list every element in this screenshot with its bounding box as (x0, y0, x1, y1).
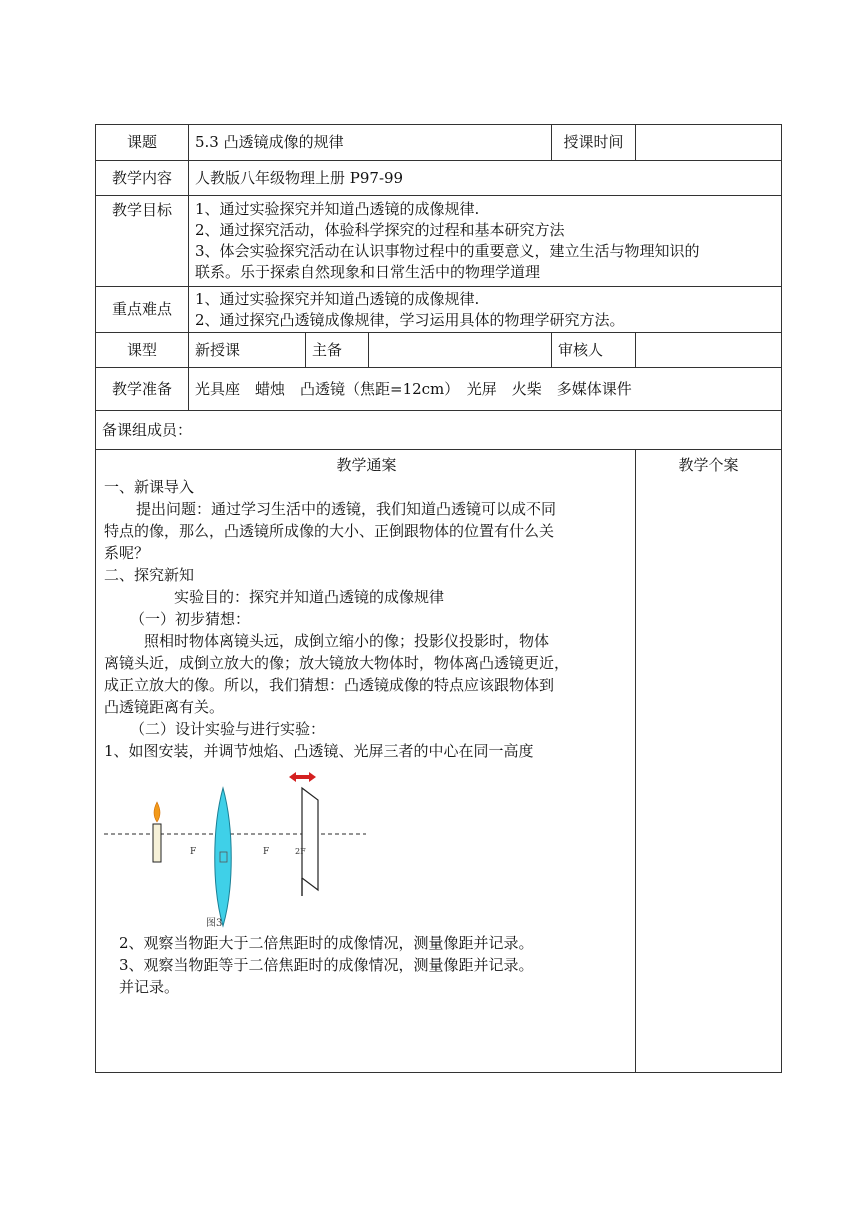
flame-icon (154, 802, 160, 822)
keys-label: 重点难点 (96, 287, 189, 333)
key-item: 2、通过探究凸透镜成像规律，学习运用具体的物理学研究方法。 (195, 310, 625, 329)
section-intro-title: 一、新课导入 (104, 478, 195, 496)
lead-value (369, 333, 552, 368)
guess-paragraph: 凸透镜距离有关。 (104, 698, 225, 716)
focal-label: F (263, 847, 270, 857)
individual-plan-cell (636, 450, 782, 1073)
step-3-continued: 并记录。 (119, 978, 180, 996)
step-1: 1、如图安装，并调节烛焰、凸透镜、光屏三者的中心在同一高度 (104, 742, 534, 760)
reviewer-label: 审核人 (552, 333, 636, 368)
guess-title: （一）初步猜想： (130, 610, 251, 628)
arrow-left-icon (289, 772, 296, 782)
intro-paragraph: 提出问题：通过学习生活中的透镜，我们知道凸透镜可以成不同 (136, 500, 557, 518)
figure-caption: 图3 (206, 918, 223, 928)
type-label: 课型 (96, 333, 189, 368)
convex-lens (215, 788, 232, 926)
guess-paragraph: 离镜头近，成倒立放大的像；放大镜放大物体时，物体离凸透镜更近， (104, 654, 570, 672)
content-label: 教学内容 (96, 161, 189, 196)
side-title: 教学个案 (678, 456, 739, 474)
guess-paragraph: 照相时物体离镜头远，成倒立缩小的像；投影仪投影时，物体 (144, 632, 550, 650)
topic-value: 5.3 凸透镜成像的规律 (189, 125, 552, 161)
type-value: 新授课 (189, 333, 306, 368)
light-screen (302, 788, 318, 890)
intro-paragraph: 系呢？ (104, 544, 150, 562)
goal-item: 1、通过实验探究并知道凸透镜的成像规律. (195, 200, 480, 218)
key-item: 1、通过实验探究并知道凸透镜的成像规律. (195, 289, 480, 308)
topic-label: 课题 (96, 125, 189, 161)
focal-label: F (190, 847, 197, 857)
optical-bench-figure (104, 768, 374, 928)
step-3: 3、观察当物距等于二倍焦距时的成像情况，测量像距并记录。 (119, 956, 534, 974)
prep-value: 光具座 蜡烛 凸透镜（焦距=12cm） 光屏 火柴 多媒体课件 (189, 368, 782, 411)
time-value (636, 125, 782, 161)
members-label: 备课组成员： (96, 411, 782, 450)
arrow-right-icon (309, 772, 316, 782)
step-2: 2、观察当物距大于二倍焦距时的成像情况，测量像距并记录。 (119, 934, 534, 952)
main-plan-cell (96, 450, 636, 1073)
goal-item: 3、体会实验探究活动在认识事物过程中的重要意义，建立生活与物理知识的 (195, 242, 700, 260)
lead-label: 主备 (306, 333, 369, 368)
content-value: 人教版八年级物理上册 P97-99 (189, 161, 782, 196)
goal-item: 2、通过探究活动，体验科学探究的过程和基本研究方法 (195, 221, 565, 239)
lesson-plan-table (95, 124, 782, 1073)
goals-label: 教学目标 (96, 196, 189, 287)
goal-item: 联系。乐于探索自然现象和日常生活中的物理学道理 (195, 263, 541, 281)
experiment-aim: 实验目的：探究并知道凸透镜的成像规律 (174, 588, 445, 606)
design-title: （二）设计实验与进行实验： (130, 720, 326, 738)
section-explore-title: 二、探究新知 (104, 566, 195, 584)
time-label: 授课时间 (552, 125, 636, 161)
keys-cell (189, 287, 782, 333)
prep-label: 教学准备 (96, 368, 189, 411)
goals-cell (189, 196, 782, 287)
intro-paragraph: 特点的像，那么，凸透镜所成像的大小、正倒跟物体的位置有什么关 (104, 522, 555, 540)
double-focal-label: 2F (295, 847, 306, 856)
guess-paragraph: 成正立放大的像。所以，我们猜想：凸透镜成像的特点应该跟物体到 (104, 676, 555, 694)
main-title: 教学通案 (336, 456, 397, 474)
reviewer-value (636, 333, 782, 368)
candle (153, 824, 161, 862)
